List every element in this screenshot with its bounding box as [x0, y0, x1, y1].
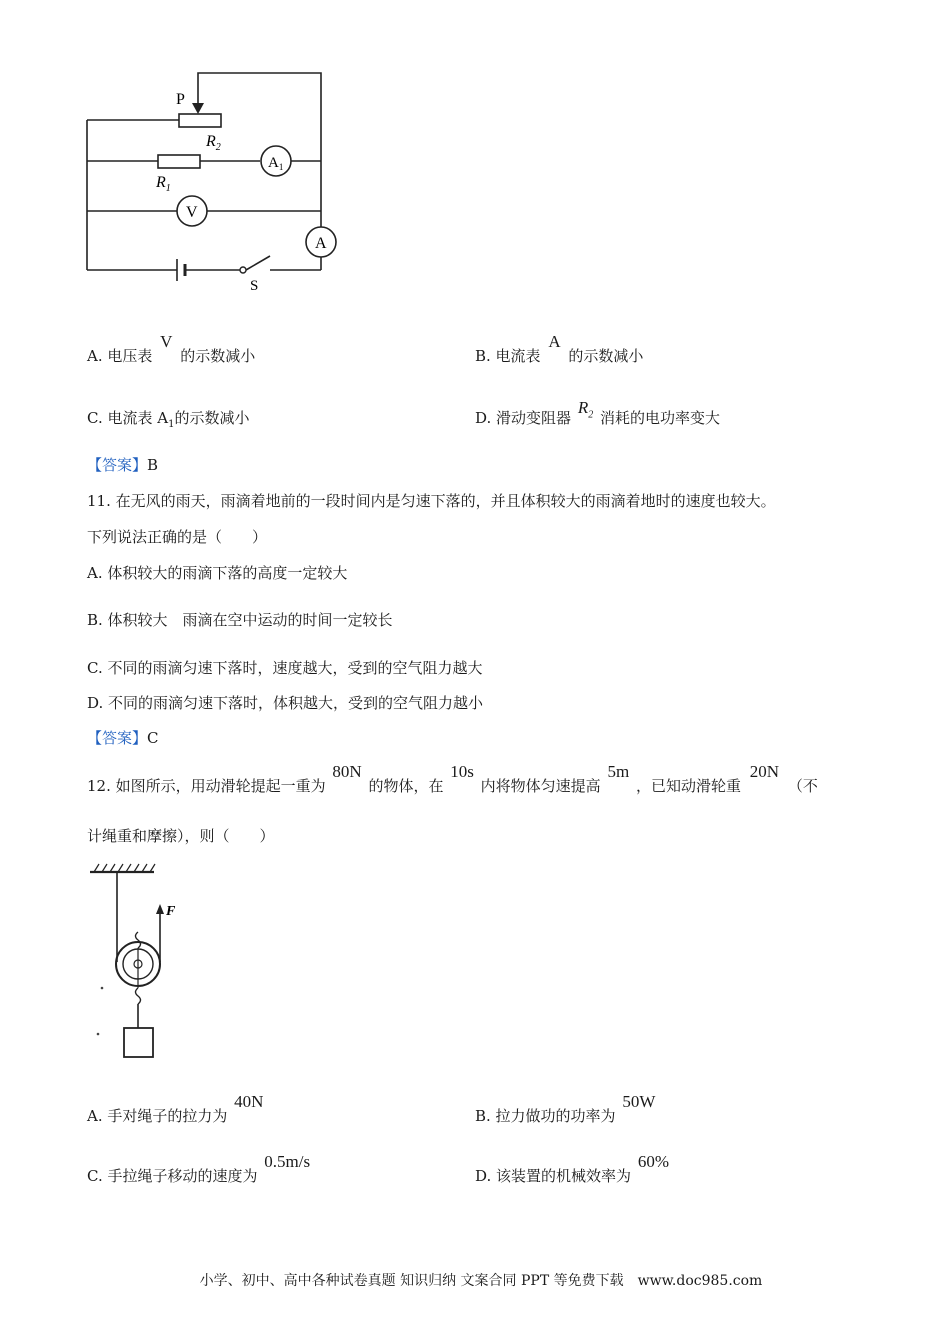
circuit-diagram	[80, 65, 350, 295]
time-value: 10s	[450, 762, 474, 781]
q11-option-a: A. 体积较大的雨滴下落的高度一定较大	[87, 564, 348, 582]
label-a1: $A_1$	[268, 155, 284, 172]
switch-s	[246, 256, 270, 270]
label-a: A	[315, 235, 327, 252]
label-v: V	[186, 204, 198, 221]
weight-value: 80N	[332, 762, 362, 781]
q11-stem-line1: 11. 在无风的雨天，雨滴着地前的一段时间内是匀速下落的，并且体积较大的雨滴着地时的速度也较大。	[87, 492, 776, 510]
label-r1: $R_1$	[156, 174, 171, 194]
pulley-diagram	[88, 862, 178, 1062]
q11-option-c: C. 不同的雨滴匀速下落时，速度越大，受到的空气阻力越大	[87, 659, 483, 677]
label-r2: $R_2$	[206, 133, 221, 153]
label-p: P	[176, 91, 185, 108]
page-footer: 小学、初中、高中各种试卷真题 知识归纳 文案合同 PPT 等免费下载 www.doc985.com	[199, 1273, 763, 1289]
slider-arrow	[192, 103, 204, 114]
answer-label: 【答案】	[87, 456, 148, 474]
bottom-hook	[136, 988, 141, 1004]
voltmeter-symbol: V	[160, 332, 173, 351]
q12-stem-line1: 12. 如图所示，用动滑轮提起一重为 80N 的物体，在 10s 内将物体匀速提高 5m ，已知动滑轮重 20N （不	[87, 762, 818, 795]
answer-label: 【答案】	[87, 729, 148, 747]
q11-option-d: D. 不同的雨滴匀速下落时，体积越大，受到的空气阻力越小	[87, 694, 484, 712]
ammeter-symbol: A	[548, 332, 561, 351]
r2-symbol: $R_2$	[577, 398, 594, 421]
label-s: S	[250, 278, 259, 294]
q12-option-c: C. 手拉绳子移动的速度为 0.5m/s	[87, 1152, 311, 1185]
height-value: 5m	[607, 762, 630, 781]
q10-option-a: A. 电压表 V 的示数减小	[87, 332, 256, 365]
q12-option-b: B. 拉力做功的功率为 50W	[475, 1092, 656, 1125]
q10-answer: 【答案】B	[87, 456, 159, 474]
force-arrow	[156, 904, 164, 914]
q12-option-d: D. 该装置的机械效率为 60%	[475, 1152, 669, 1185]
q12-option-a: A. 手对绳子的拉力为 40N	[87, 1092, 264, 1125]
q11-option-b: B. 体积较大 雨滴在空中运动的时间一定较长	[87, 611, 393, 629]
top-hook	[136, 932, 141, 948]
pulley-weight-value: 20N	[749, 762, 780, 781]
resistor-r1	[158, 155, 200, 168]
q10-option-b: B. 电流表 A 的示数减小	[475, 332, 644, 365]
q12-stem-line2: 计绳重和摩擦），则（ ）	[87, 827, 275, 845]
label-f: F	[166, 904, 176, 919]
load-block	[124, 1028, 153, 1057]
q11-stem-line2: 下列说法正确的是（ ）	[87, 528, 268, 546]
resistor-r2	[179, 114, 221, 127]
q10-option-d: D. 滑动变阻器 $R_2$ 消耗的电功率变大	[475, 398, 720, 427]
q10-option-c: C. 电流表 $A_1$的示数减小	[87, 409, 250, 430]
q11-answer: 【答案】C	[87, 729, 159, 747]
